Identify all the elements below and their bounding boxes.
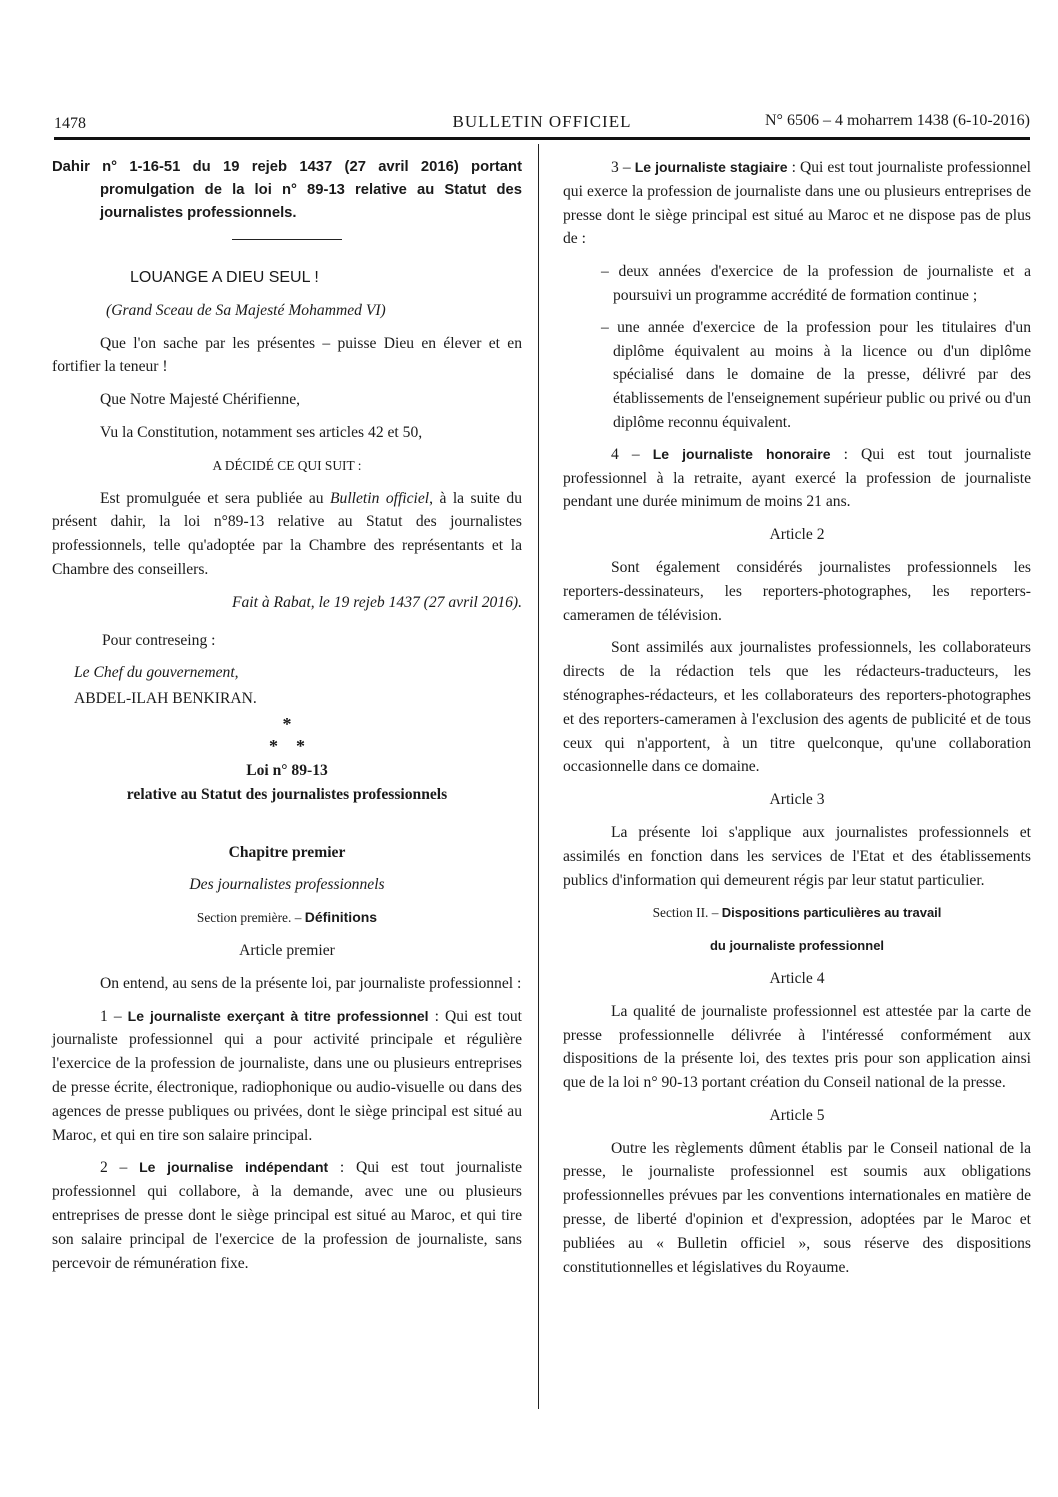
article-heading: Article 4 — [769, 969, 825, 987]
loi-title: relative au Statut des journalistes professionnels — [126, 785, 448, 803]
preamble-paragraph: Vu la Constitution, notamment ses articles 42 et 50, — [100, 423, 423, 441]
article-item: 1 – Le journaliste exerçant à titre professionnel : Qui est tout journaliste professionnel qui a pour activité principale et régulière l'exercice de la profession de journaliste, dans une ou plusieurs entreprises de presse écrite, électronique, radiophonique ou audio-visuelle ou dans des agences de presse publiques ou privées, dont le siège principal est situé au Maroc, et qui en tire son salaire principal. — [52, 1007, 523, 1144]
list-item: – une année d'exercice de la profession pour les titulaires d'un diplôme équivalent au moins à la licence ou d'un diplôme spécialisé dans le domaine de la presse, délivré par des établissements de l'enseignement supérieur public ou privé ou d'un diplôme reconnu équivalent. — [601, 318, 1031, 431]
bulletin-title: BULLETIN OFFICIEL — [452, 112, 632, 131]
article-heading: Article premier — [239, 941, 335, 959]
chapter-heading: Chapitre premier — [228, 843, 346, 861]
article-heading: Article 3 — [769, 791, 825, 809]
section-heading: Section première. – Définitions — [196, 909, 378, 926]
page-number: 1478 — [54, 115, 86, 132]
article-item: 3 – Le journaliste stagiaire : Qui est tout journaliste professionnel qui exerce la profession de journaliste dans une ou plusieurs entreprises de presse dont le siège principal est situé au Maroc et ne dispose pas de plus de : — [563, 159, 1031, 248]
page-header — [54, 112, 1030, 136]
issue-number: N° 6506 – 4 moharrem 1438 (6-10-2016) — [764, 112, 1030, 129]
article-paragraph: La qualité de journaliste professionnel est attestée par la carte de presse professionnelle délivrée à l'intéressé conformément aux dispositions de la présente loi, des textes pris pour son application ainsi que de la loi n° 90-13 portant création du Conseil national de la presse. — [563, 1002, 1031, 1092]
loi-number: Loi n° 89-13 — [246, 761, 328, 779]
decide-heading: A DÉCIDÉ CE QUI SUIT : — [212, 457, 362, 473]
contreseing: Pour contreseing : — [102, 631, 216, 649]
article-paragraph: On entend, au sens de la présente loi, par journaliste professionnel : — [100, 974, 522, 992]
separator — [232, 239, 342, 240]
promulgation-paragraph: Est promulguée et sera publiée au Bulletin officiel, à la suite du présent dahir, la loi n°89-13 relative au Statut des journalistes professionnels, telle qu'adoptée par la Chambre des représentants et la Chambre des conseillers. — [52, 489, 522, 578]
star-separator: * — [282, 713, 292, 734]
fait-a-rabat: Fait à Rabat, le 19 rejeb 1437 (27 avril 2016). — [231, 593, 522, 611]
star-separator: * * — [269, 735, 305, 756]
right-column — [563, 156, 1031, 1288]
signataire: ABDEL-ILAH BENKIRAN. — [74, 690, 257, 708]
left-column — [52, 156, 522, 1284]
grand-sceau: (Grand Sceau de Sa Majesté Mohammed VI) — [106, 301, 386, 319]
list-item: – deux années d'exercice de la profession de journaliste et a poursuivi un programme accrédité de formation continue ; — [601, 263, 1031, 304]
column-divider — [538, 144, 539, 1409]
article-item: 2 – Le journalise indépendant : Qui est tout journaliste professionnel qui collabore, à la demande, avec une ou plusieurs entreprises de presse dont le siège principal est situé au Maroc, et qui tire son salaire principal de l'exercice de la profession de journaliste, sans percevoir de rémunération fixe. — [52, 1159, 522, 1272]
chef-du-gouvernement: Le Chef du gouvernement, — [74, 664, 239, 682]
article-heading: Article 2 — [769, 526, 825, 544]
article-paragraph: Sont également considérés journalistes professionnels les reporters-dessinateurs, les reporters-photographes, les reporters-cameramen de télévision. — [563, 558, 1031, 624]
header-rule — [54, 137, 1030, 140]
section-heading: Section II. – Dispositions particulières au travail — [652, 905, 942, 921]
article-paragraph: Outre les règlements dûment établis par le Conseil national de la presse, le journaliste professionnel est soumis aux obligations professionnelles prévues par les conventions internationales en matière de presse, de liberté d'opinion et d'expression, adoptées par le Maroc et publiées au « Bulletin officiel », sous réserve des dispositions constitutionnelles et législatives du Royaume. — [563, 1139, 1031, 1276]
article-item: 4 – Le journaliste honoraire : Qui est tout journaliste professionnel à la retraite, ayant exercé la profession de journaliste pendant une durée minimum de moins 21 ans. — [563, 445, 1032, 511]
dahir-title: Dahir n° 1-16-51 du 19 rejeb 1437 (27 avril 2016) portant promulgation de la loi n° 89-13 relative au Statut des journalistes professionnels. — [52, 159, 522, 221]
preamble-paragraph: Que l'on sache par les présentes – puisse Dieu en élever et en fortifier la teneur ! — [52, 334, 522, 376]
article-paragraph: Sont assimilés aux journalistes professionnels, les collaborateurs directs de la rédaction tels que les rédacteurs-traducteurs, les sténographes-rédacteurs, et les collaborateurs des reporters-photographes et des reporters-cameramen à l'exclusion des agents de publicité et de tous ceux qui n'apportent, à un titre quelconque, qu'une collaboration occasionnelle dans ce domaine. — [563, 639, 1031, 776]
preamble-paragraph: Que Notre Majesté Chérifienne, — [100, 391, 301, 409]
article-paragraph: La présente loi s'applique aux journalistes professionnels et assimilés en fonction dans les services de l'Etat et des établissements publics d'information qui demeurent régis par leur statut particulier. — [563, 823, 1031, 889]
louange: LOUANGE A DIEU SEUL ! — [130, 269, 319, 286]
article-heading: Article 5 — [769, 1106, 825, 1124]
section-heading-continued: du journaliste professionnel — [709, 938, 885, 954]
chapter-subtitle: Des journalistes professionnels — [189, 876, 385, 894]
